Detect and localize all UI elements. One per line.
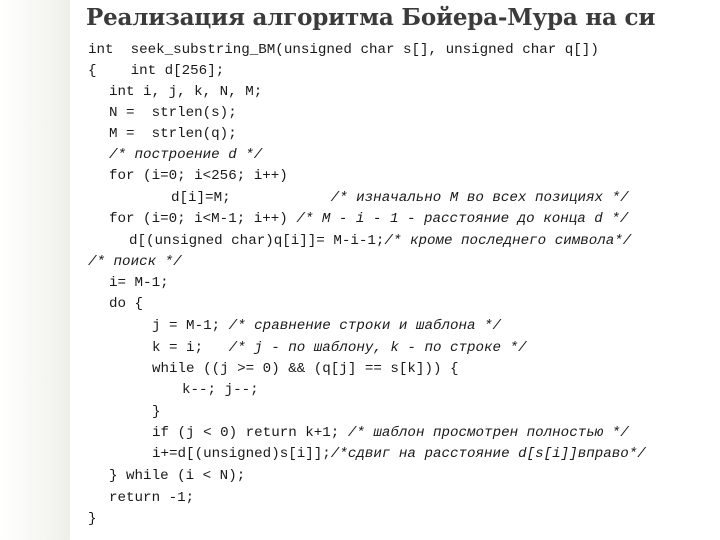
code-line-m-strlen: M = strlen(q); <box>109 126 237 142</box>
code-line-init-d <box>171 188 629 208</box>
code-line-close-func: } <box>88 511 97 527</box>
code-comment-search: /* поиск */ <box>88 254 182 270</box>
code-comment: /* j - по шаблону, k - по строке */ <box>228 340 527 356</box>
code-line-j-init <box>152 316 501 336</box>
code-line-close-while: } <box>152 404 161 420</box>
code-line-return: return -1; <box>109 490 195 506</box>
code-comment-build-d: /* построение d */ <box>109 147 263 163</box>
code-comment: /* кроме последнего символа*/ <box>384 233 632 249</box>
code-comment: /*сдвиг на расстояние d[s[i]]вправо*/ <box>330 446 646 462</box>
code-line-shift <box>152 444 646 464</box>
code-text: i+=d[(unsigned)s[i]]; <box>152 446 331 462</box>
code-line-if-found <box>152 423 629 443</box>
code-line-declare-d: { int d[256]; <box>88 63 225 79</box>
code-line-i-init: i= M-1; <box>109 275 169 291</box>
code-line-while-match: while ((j >= 0) && (q[j] == s[k])) { <box>152 361 459 377</box>
code-text: for (i=0; i<M-1; i++) <box>109 211 297 227</box>
code-line-for-256: for (i=0; i<256; i++) <box>109 168 288 184</box>
code-line-set-d <box>129 231 631 251</box>
slide-title: Реализация алгоритма Бойера-Мура на си <box>86 4 656 31</box>
code-line-do: do { <box>109 296 144 312</box>
code-comment: /* изначально M во всех позициях */ <box>330 190 629 206</box>
code-text: k = i; <box>152 340 229 356</box>
code-text: d[(unsigned char)q[i]]= M-i-1; <box>129 233 385 249</box>
code-text: d[i]=M; <box>171 190 231 206</box>
code-line-k-init <box>152 338 527 358</box>
code-text: j = M-1; <box>152 318 229 334</box>
code-comment: /* сравнение строки и шаблона */ <box>228 318 502 334</box>
code-line-for-m <box>109 209 628 229</box>
code-text: if (j < 0) return k+1; <box>152 425 348 441</box>
code-line-n-strlen: N = strlen(s); <box>109 105 237 121</box>
code-line-while-end: } while (i < N); <box>109 468 246 484</box>
code-line-declare-vars: int i, j, k, N, M; <box>109 84 263 100</box>
code-line-decrement: k--; j--; <box>182 382 259 398</box>
code-comment: /* шаблон просмотрен полностью */ <box>347 425 629 441</box>
code-line-signature: int seek_substring_BM(unsigned char s[], unsigned char q[]) <box>88 42 599 58</box>
code-comment: /* M - i - 1 - расстояние до конца d */ <box>296 211 629 227</box>
